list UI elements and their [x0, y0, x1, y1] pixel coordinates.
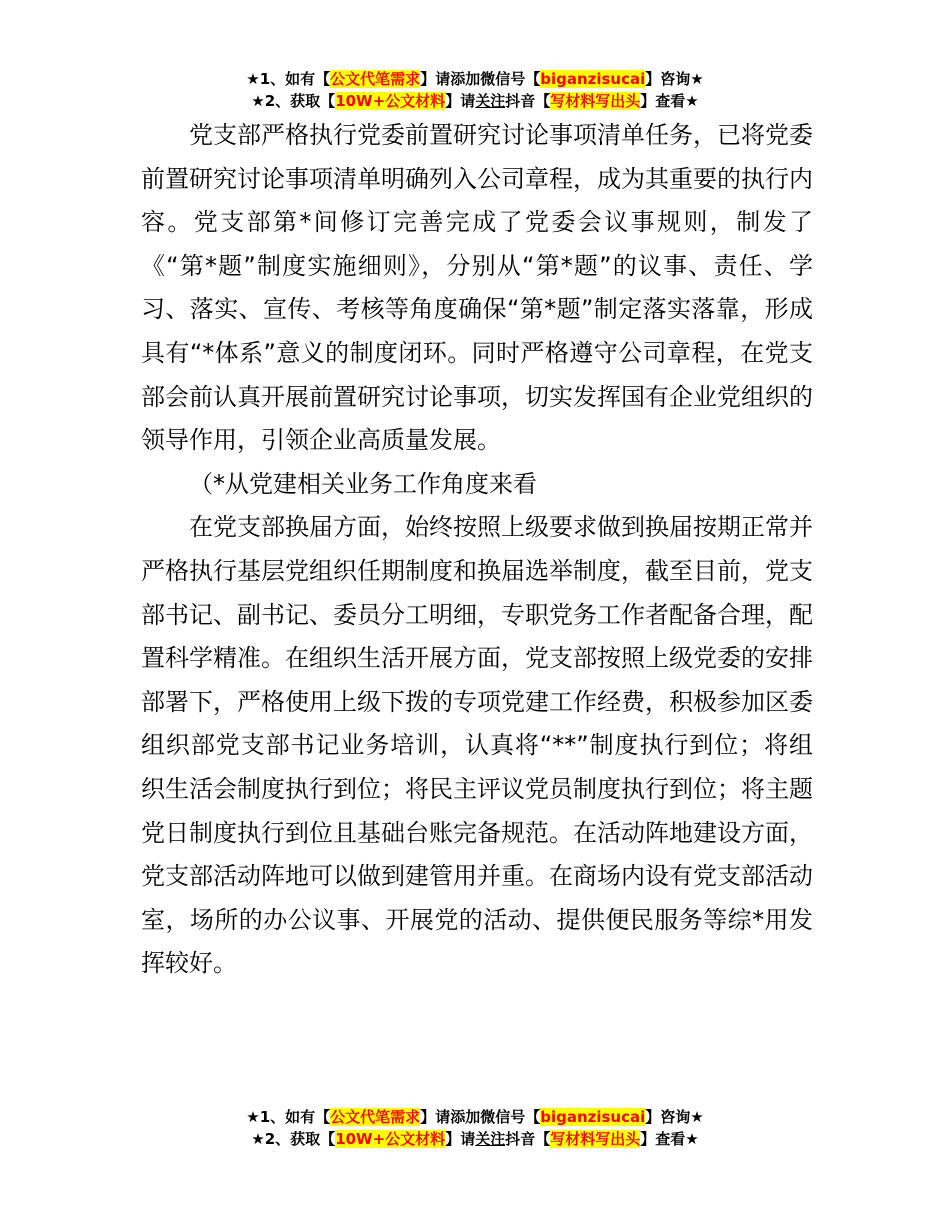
header-line-2-suffix: 】查看★ [640, 92, 699, 110]
document-body [141, 114, 813, 986]
footer-line-1-suffix: 】咨询★ [645, 1108, 704, 1126]
footer-line-2 [0, 1128, 950, 1150]
header-highlight-douyin-account: 写材料写出头 [550, 92, 641, 110]
header-line-2-middle-1: 】请 [445, 92, 476, 110]
header-line-1 [0, 68, 950, 90]
header-highlight-wechat-id: biganzisucai [540, 70, 646, 88]
footer-line-1-middle: 】请添加微信号【 [420, 1108, 541, 1126]
footer-highlight-materials: 10W+公文材料 [335, 1130, 446, 1148]
header-highlight-materials: 10W+公文材料 [335, 92, 446, 110]
section-heading-party-work: （*从党建相关业务工作角度来看 [189, 469, 537, 498]
footer-banner [0, 1106, 950, 1150]
footer-line-1-prefix: ★1、如有【 [246, 1108, 331, 1126]
header-underlined-follow: 关注 [475, 92, 506, 110]
footer-line-1 [0, 1106, 950, 1128]
footer-highlight-ghostwriting: 公文代笔需求 [330, 1108, 421, 1126]
paragraph-branch-election-and-activities: 在党支部换届方面，始终按照上级要求做到换届按期正常并严格执行基层党组织任期制度和换届选举制度，截至目前，党支部书记、副书记、委员分工明细，专职党务工作者配备合理，配置科学精准。在组织生活开展方面，党支部按照上级党委的安排部署下，严格使用上级下拨的专项党建工作经费，积极参加区委组织部党支部书记业务培训，认真将“**”制度执行到位；将组织生活会制度执行到位；将民主评议党员制度执行到位；将主题党日制度执行到位且基础台账完备规范。在活动阵地建设方面，党支部活动阵地可以做到建管用并重。在商场内设有党支部活动室，场所的办公议事、开展党的活动、提供便民服务等综*用发挥较好。 [141, 513, 813, 978]
footer-highlight-wechat-id: biganzisucai [540, 1108, 646, 1126]
footer-line-2-middle-1: 】请 [445, 1130, 476, 1148]
footer-underlined-follow: 关注 [475, 1130, 506, 1148]
footer-line-2-middle-2: 抖音【 [505, 1130, 551, 1148]
header-line-2-middle-2: 抖音【 [505, 92, 551, 110]
header-line-1-prefix: ★1、如有【 [246, 70, 331, 88]
header-line-2-prefix: ★2、获取【 [251, 92, 336, 110]
header-banner [0, 68, 950, 112]
header-highlight-ghostwriting: 公文代笔需求 [330, 70, 421, 88]
header-line-1-middle: 】请添加微信号【 [420, 70, 541, 88]
footer-highlight-douyin-account: 写材料写出头 [550, 1130, 641, 1148]
footer-line-2-prefix: ★2、获取【 [251, 1130, 336, 1148]
header-line-2 [0, 90, 950, 112]
footer-line-2-suffix: 】查看★ [640, 1130, 699, 1148]
paragraph-party-committee-rules: 党支部严格执行党委前置研究讨论事项清单任务，已将党委前置研究讨论事项清单明确列入公司章程，成为其重要的执行内容。党支部第*间修订完善完成了党委会议事规则，制发了《“第*题”制度实施细则》，分别从“第*题”的议事、责任、学习、落实、宣传、考核等角度确保“第*题”制定落实落靠，形成具有“*体系”意义的制度闭环。同时严格遵守公司章程，在党支部会前认真开展前置研究讨论事项，切实发挥国有企业党组织的领导作用，引领企业高质量发展。 [141, 121, 813, 455]
header-line-1-suffix: 】咨询★ [645, 70, 704, 88]
